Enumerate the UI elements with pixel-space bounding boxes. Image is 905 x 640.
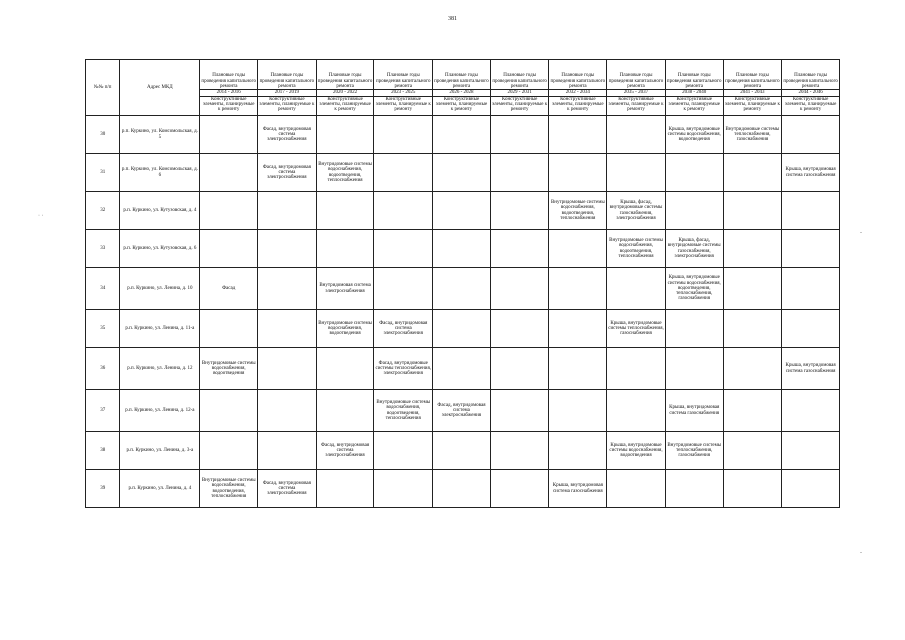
row-elements (200, 310, 258, 348)
row-number: 33 (86, 230, 120, 268)
row-elements (723, 192, 782, 230)
row-elements: Внутридомовые системы водоснабжения, водоотведения (200, 348, 258, 390)
row-elements: Крыша, внутридомовая система газоснабжения (665, 390, 723, 432)
header-elements: Конструктивные элементы, планируемые к ремонту (433, 97, 491, 116)
row-elements: Крыша, внутридомовые системы теплоснабжения, газоснабжения (607, 310, 666, 348)
row-elements (490, 230, 549, 268)
row-elements (549, 348, 607, 390)
header-period: Плановые годы проведения капитального ремонта (607, 60, 666, 90)
header-period: Плановые годы проведения капитального ремонта (723, 60, 782, 90)
row-elements (200, 116, 258, 154)
header-year: 2035 - 2037 (607, 90, 666, 97)
header-year: 2032 - 2034 (549, 90, 607, 97)
row-elements (433, 470, 491, 508)
row-elements (433, 268, 491, 310)
header-elements: Конструктивные элементы, планируемые к ремонту (782, 97, 840, 116)
row-elements (607, 268, 666, 310)
row-elements (316, 230, 374, 268)
table-row (86, 268, 840, 310)
header-elements: Конструктивные элементы, планируемые к ремонту (723, 97, 782, 116)
row-elements (549, 268, 607, 310)
row-elements: Крыша, внутридомовые системы водоснабжения, водоотведения, теплоснабжения, газоснабжения (665, 268, 723, 310)
row-elements (490, 268, 549, 310)
header-year: 2029 - 2031 (490, 90, 549, 97)
header-period: Плановые годы проведения капитального ремонта (490, 60, 549, 90)
row-address: р.п. Куркино, ул. Ленина, д. 12 (120, 348, 200, 390)
row-elements (782, 470, 840, 508)
header-elements: Конструктивные элементы, планируемые к ремонту (549, 97, 607, 116)
row-elements (665, 154, 723, 192)
row-elements (490, 154, 549, 192)
row-elements: Крыша, фасад, внутридомовые системы газоснабжения, электроснабжения (665, 230, 723, 268)
row-elements (490, 348, 549, 390)
row-elements (723, 432, 782, 470)
table-row (86, 348, 840, 390)
header-period: Плановые годы проведения капитального ремонта (782, 60, 840, 90)
header-elements: Конструктивные элементы, планируемые к ремонту (665, 97, 723, 116)
row-elements (549, 390, 607, 432)
row-elements: Фасад, внутридомовая система электроснабжения (258, 116, 317, 154)
row-elements (607, 116, 666, 154)
row-elements (782, 116, 840, 154)
page-number: 381 (448, 16, 457, 22)
row-elements (723, 348, 782, 390)
row-elements (374, 268, 433, 310)
header-year: 2038 - 2040 (665, 90, 723, 97)
row-elements (490, 310, 549, 348)
row-elements (723, 230, 782, 268)
row-elements (549, 310, 607, 348)
header-elements: Конструктивные элементы, планируемые к ремонту (374, 97, 433, 116)
row-elements: Крыша, фасад, внутридомовые системы газоснабжения, электроснабжения (607, 192, 666, 230)
row-number: 38 (86, 432, 120, 470)
row-elements (490, 470, 549, 508)
row-elements: Внутридомовые системы теплоснабжения, газоснабжения (665, 432, 723, 470)
row-elements (433, 310, 491, 348)
row-elements (723, 390, 782, 432)
row-elements (433, 230, 491, 268)
row-elements (549, 230, 607, 268)
row-address: р.п. Куркино, ул. Ленина, д. 3-а (120, 432, 200, 470)
row-elements: Фасад, внутридомовые системы теплоснабжения, электроснабжения (374, 348, 433, 390)
row-elements (200, 192, 258, 230)
row-address: р.п. Куркино, ул. Кутузовская, д. 4 (120, 192, 200, 230)
row-elements (374, 470, 433, 508)
table-row (86, 230, 840, 268)
row-elements (374, 154, 433, 192)
row-elements: Внутридомовые системы водоснабжения, водоотведения, теплоснабжения (607, 230, 666, 268)
header-period: Плановые годы проведения капитального ремонта (258, 60, 317, 90)
row-elements (316, 390, 374, 432)
header-year: 2017 - 2019 (258, 90, 317, 97)
row-address: р.п. Куркино, ул. Ленина, д. 12-а (120, 390, 200, 432)
row-elements (549, 154, 607, 192)
table-row (86, 432, 840, 470)
scan-mark: - (860, 230, 862, 236)
header-period: Плановые годы проведения капитального ремонта (665, 60, 723, 90)
header-elements: Конструктивные элементы, планируемые к ремонту (258, 97, 317, 116)
row-elements: Крыша, внутридомовая система газоснабжения (782, 348, 840, 390)
repair-schedule-table (85, 59, 840, 508)
row-elements (258, 268, 317, 310)
row-address: р.п. Куркино, ул. Комсомольская, д. 5 (120, 116, 200, 154)
row-elements: Крыша, внутридомовые системы водоснабжения, водоотведения (607, 432, 666, 470)
row-elements (316, 116, 374, 154)
row-elements: Внутридомовые системы водоснабжения, водоотведения, теплоснабжения (374, 390, 433, 432)
row-elements: Фасад, внутридомовая система электроснабжения (258, 154, 317, 192)
row-elements (723, 154, 782, 192)
row-elements (200, 390, 258, 432)
table-row (86, 310, 840, 348)
row-elements (723, 310, 782, 348)
row-elements (490, 192, 549, 230)
row-elements (258, 432, 317, 470)
row-elements (549, 432, 607, 470)
row-elements: Внутридомовые системы водоснабжения, водоотведения, теплоснабжения (549, 192, 607, 230)
header-period: Плановые годы проведения капитального ремонта (316, 60, 374, 90)
scan-mark: - (860, 550, 862, 556)
row-elements (374, 192, 433, 230)
row-elements (723, 470, 782, 508)
row-elements (374, 116, 433, 154)
row-elements: Крыша, внутридомовая система газоснабжения (549, 470, 607, 508)
header-number: №№ п/п (86, 60, 120, 116)
row-elements (665, 310, 723, 348)
row-elements (258, 310, 317, 348)
row-elements (258, 348, 317, 390)
row-address: р.п. Куркино, ул. Ленина, д. 11-а (120, 310, 200, 348)
row-elements (782, 192, 840, 230)
row-elements (200, 154, 258, 192)
header-row (86, 60, 840, 90)
header-year: 2041 - 2043 (723, 90, 782, 97)
header-period: Плановые годы проведения капитального ремонта (549, 60, 607, 90)
row-address: р.п. Куркино, ул. Ленина, д. 4 (120, 470, 200, 508)
row-elements (374, 432, 433, 470)
row-elements (782, 268, 840, 310)
row-number: 34 (86, 268, 120, 310)
header-period: Плановые годы проведения капитального ремонта (433, 60, 491, 90)
row-elements (200, 230, 258, 268)
table-row (86, 154, 840, 192)
row-elements (607, 348, 666, 390)
row-elements: Внутридомовые системы теплоснабжения, газоснабжения (723, 116, 782, 154)
row-elements (782, 432, 840, 470)
header-year: 2014 - 2016 (200, 90, 258, 97)
row-address: р.п. Куркино, ул. Кутузовская, д. 6 (120, 230, 200, 268)
row-elements: Фасад, внутридомовая система электроснабжения (316, 432, 374, 470)
row-elements (665, 470, 723, 508)
row-elements: Внутридомовая система электроснабжения (316, 268, 374, 310)
row-elements (200, 432, 258, 470)
row-elements (723, 268, 782, 310)
header-elements: Конструктивные элементы, планируемые к ремонту (200, 97, 258, 116)
row-number: 39 (86, 470, 120, 508)
row-elements: Фасад, внутридомовая система электроснабжения (374, 310, 433, 348)
row-elements (258, 192, 317, 230)
row-elements (665, 192, 723, 230)
row-elements: Крыша, внутридомовые системы водоснабжения, водоотведения (665, 116, 723, 154)
row-elements (490, 432, 549, 470)
header-year: 2023 - 2025 (374, 90, 433, 97)
row-elements (490, 390, 549, 432)
row-elements (316, 348, 374, 390)
row-number: 31 (86, 154, 120, 192)
row-elements (316, 192, 374, 230)
row-address: р.п. Куркино, ул. Ленина, д. 10 (120, 268, 200, 310)
row-number: 30 (86, 116, 120, 154)
row-elements: Внутридомовые системы водоснабжения, водоотведения (316, 310, 374, 348)
row-elements: Внутридомовые системы водоснабжения, водоотведения, теплоснабжения (200, 470, 258, 508)
header-address: Адрес МКД (120, 60, 200, 116)
header-elements: Конструктивные элементы, планируемые к ремонту (490, 97, 549, 116)
header-year: 2044 - 2046 (782, 90, 840, 97)
row-elements (316, 470, 374, 508)
row-elements: Внутридомовые системы водоснабжения, водоотведения, теплоснабжения (316, 154, 374, 192)
header-year: 2026 - 2028 (433, 90, 491, 97)
row-elements (782, 230, 840, 268)
row-elements (374, 230, 433, 268)
row-number: 32 (86, 192, 120, 230)
row-elements (433, 432, 491, 470)
scan-mark: · · (38, 213, 44, 219)
table-row (86, 192, 840, 230)
row-number: 35 (86, 310, 120, 348)
row-elements: Фасад, внутридомовая система электроснабжения (433, 390, 491, 432)
row-number: 37 (86, 390, 120, 432)
row-elements (433, 192, 491, 230)
row-elements (665, 348, 723, 390)
row-elements (607, 154, 666, 192)
row-elements: Фасад, внутридомовая система электроснабжения (258, 470, 317, 508)
row-elements (258, 230, 317, 268)
row-number: 36 (86, 348, 120, 390)
row-elements (258, 390, 317, 432)
table-row (86, 470, 840, 508)
header-period: Плановые годы проведения капитального ремонта (374, 60, 433, 90)
row-elements (433, 154, 491, 192)
header-elements: Конструктивные элементы, планируемые к ремонту (607, 97, 666, 116)
table-row (86, 116, 840, 154)
row-elements (433, 116, 491, 154)
header-period: Плановые годы проведения капитального ремонта (200, 60, 258, 90)
header-elements: Конструктивные элементы, планируемые к ремонту (316, 97, 374, 116)
row-elements (433, 348, 491, 390)
header-year: 2020 - 2022 (316, 90, 374, 97)
row-address: р.п. Куркино, ул. Комсомольская, д. 6 (120, 154, 200, 192)
row-elements (607, 390, 666, 432)
row-elements: Фасад (200, 268, 258, 310)
row-elements (782, 310, 840, 348)
row-elements (782, 390, 840, 432)
row-elements (607, 470, 666, 508)
table-row (86, 390, 840, 432)
row-elements (549, 116, 607, 154)
row-elements: Крыша, внутридомовая система газоснабжения (782, 154, 840, 192)
row-elements (490, 116, 549, 154)
